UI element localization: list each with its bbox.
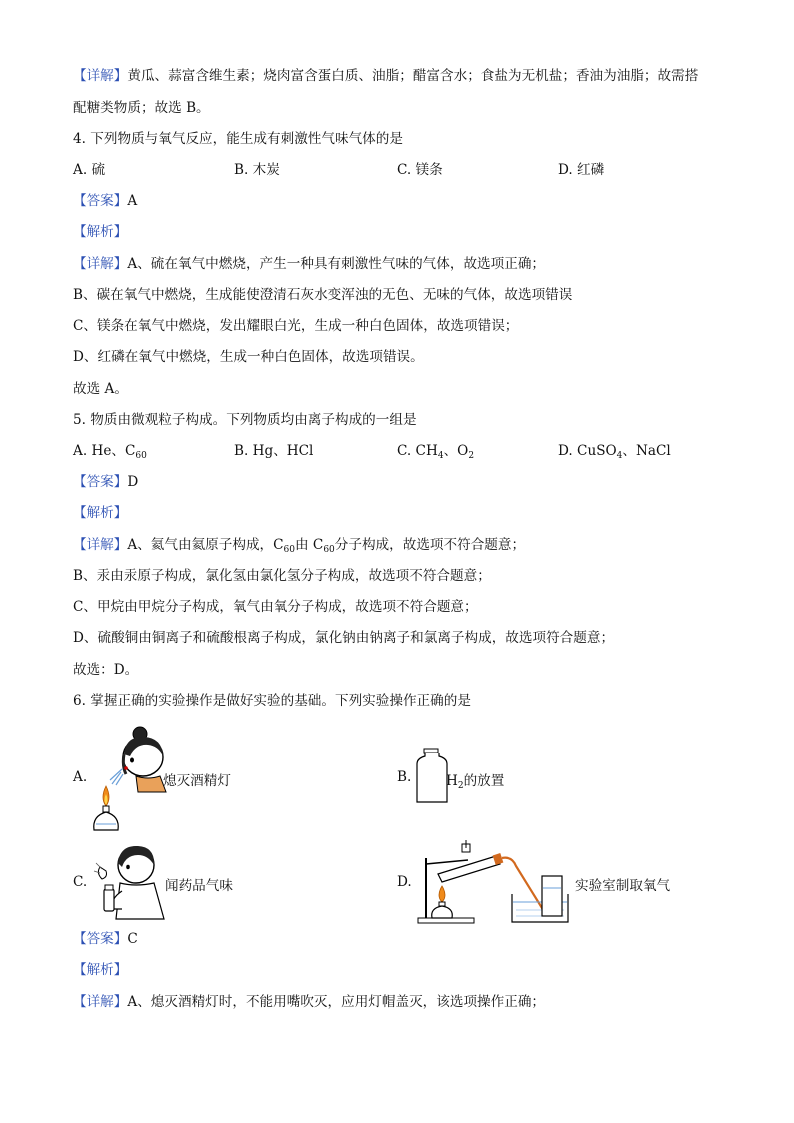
q6-option-b-letter: B. bbox=[397, 769, 412, 785]
q6-figure-b-gas-jar bbox=[414, 748, 450, 804]
prev-detail-line-2: 配糖类物质；故选 B。 bbox=[73, 100, 210, 116]
q5-stem: 5. 物质由微观粒子构成。下列物质均由离子构成的一组是 bbox=[73, 412, 417, 428]
prev-detail-line-1: 【详解】黄瓜、蒜富含维生素；烧肉富含蛋白质、油脂；醋富含水；食盐为无机盐；香油为油脂；故需搭 bbox=[73, 68, 699, 84]
q4-option-d: D. 红磷 bbox=[558, 162, 605, 178]
q6-stem: 6. 掌握正确的实验操作是做好实验的基础。下列实验操作正确的是 bbox=[73, 693, 471, 709]
q6-figure-d-oxygen-apparatus bbox=[416, 838, 571, 926]
q4-option-a: A. 硫 bbox=[73, 162, 106, 178]
q6-option-c-label: 闻药品气味 bbox=[165, 878, 233, 894]
q6-answer: 【答案】C bbox=[73, 931, 138, 947]
q5-option-d: D. CuSO$_4$、NaCl bbox=[558, 443, 671, 461]
q4-answer: 【答案】A bbox=[73, 193, 138, 209]
q6-figure-c-smelling bbox=[92, 843, 168, 921]
q4-detail-a: 【详解】A、硫在氧气中燃烧，产生一种具有刺激性气味的气体，故选项正确； bbox=[73, 256, 546, 272]
q5-option-b: B. Hg、HCl bbox=[234, 443, 314, 459]
q5-option-c: C. $CH_4$、$O_2$ bbox=[397, 443, 475, 461]
q5-detail-d: D、硫酸铜由铜离子和硫酸根离子构成，氯化钠由钠离子和氯离子构成，故选项符合题意； bbox=[73, 630, 615, 646]
q6-option-a-label: 熄灭酒精灯 bbox=[163, 773, 231, 789]
q5-detail-b: B、汞由汞原子构成，氯化氢由氯化氢分子构成，故选项不符合题意； bbox=[73, 568, 491, 584]
q5-conclusion: 故选：D。 bbox=[73, 662, 139, 678]
q5-answer: 【答案】D bbox=[73, 474, 139, 490]
q6-option-d-label: 实验室制取氧气 bbox=[575, 878, 671, 894]
q4-option-b: B. 木炭 bbox=[234, 162, 280, 178]
q4-detail-c: C、镁条在氧气中燃烧，发出耀眼白光，生成一种白色固体，故选项错误； bbox=[73, 318, 519, 334]
q4-conclusion: 故选 A。 bbox=[73, 381, 128, 397]
detail-tag: 【详解】 bbox=[73, 68, 128, 84]
q4-analysis-tag: 【解析】 bbox=[73, 224, 128, 240]
q5-option-a: A. He、$C_{60}$ bbox=[73, 443, 147, 461]
q6-analysis-tag: 【解析】 bbox=[73, 962, 128, 978]
q6-detail-a: 【详解】A、熄灭酒精灯时，不能用嘴吹灭，应用灯帽盖灭，该选项操作正确； bbox=[73, 994, 546, 1010]
q4-stem: 4. 下列物质与氧气反应，能生成有刺激性气味气体的是 bbox=[73, 131, 403, 147]
q6-option-a-letter: A. bbox=[73, 769, 88, 785]
q5-analysis-tag: 【解析】 bbox=[73, 505, 128, 521]
q4-detail-b: B、碳在氧气中燃烧，生成能使澄清石灰水变浑浊的无色、无味的气体，故选项错误 bbox=[73, 287, 573, 303]
q5-detail-c: C、甲烷由甲烷分子构成，氧气由氧分子构成，故选项不符合题意； bbox=[73, 599, 478, 615]
q6-option-d-letter: D. bbox=[397, 874, 412, 890]
q5-detail-a: 【详解】A、氦气由氦原子构成，$C_{60}$由 $C_{60}$分子构成，故选项不符合题意； bbox=[73, 537, 526, 555]
q6-option-b-label: $H_2$的放置 bbox=[446, 773, 505, 791]
q4-detail-d: D、红磷在氧气中燃烧，生成一种白色固体，故选项错误。 bbox=[73, 349, 424, 365]
q6-figure-a-blowing-lamp bbox=[88, 722, 168, 834]
q6-option-c-letter: C. bbox=[73, 874, 88, 890]
q4-option-c: C. 镁条 bbox=[397, 162, 443, 178]
